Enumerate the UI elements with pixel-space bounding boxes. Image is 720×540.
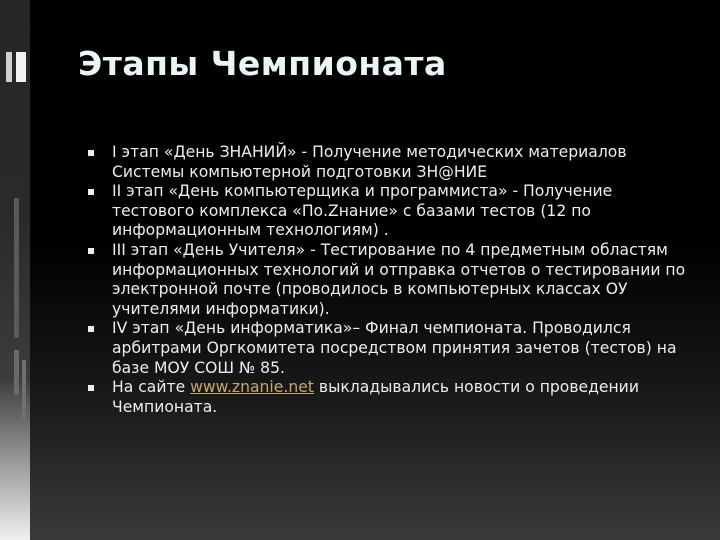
slide-title: Этапы Чемпионата — [78, 44, 447, 83]
decorative-accent-bar — [14, 350, 19, 395]
bullet-list — [88, 143, 688, 417]
square-bullet-icon — [88, 248, 94, 254]
list-item — [88, 241, 688, 319]
bullet-text-after-link: выкладывались новости о проведении Чемпионата. — [112, 378, 639, 416]
list-item — [88, 143, 688, 182]
website-link[interactable]: www.znanie.net — [190, 378, 314, 397]
list-item — [88, 378, 688, 417]
list-item — [88, 319, 688, 378]
decorative-accent-bar — [14, 198, 19, 338]
square-bullet-icon — [88, 385, 94, 391]
decorative-accent-bar — [6, 52, 12, 82]
bullet-text: III этап «День Учителя» - Тестирование по 4 предметным областям информационных технологий и отправка отчетов о тестировании по электронной почте (проводилось в компьютерных классах ОУ учителями информатики). — [112, 240, 686, 318]
square-bullet-icon — [88, 189, 94, 195]
bullet-text: II этап «День компьютерщика и программиста» - Получение тестового комплекса «По.Zнание» с базами тестов (12 по информационным технологиям) . — [112, 182, 613, 240]
bullet-text: I этап «День ЗНАНИЙ» - Получение методических материалов Системы компьютерной подготовки ЗН@НИЕ — [112, 143, 627, 181]
square-bullet-icon — [88, 326, 94, 332]
bullet-text-before-link: На сайте — [112, 378, 191, 397]
square-bullet-icon — [88, 150, 94, 156]
bullet-text: IV этап «День информатика»– Финал чемпионата. Проводился арбитрами Оргкомитета посредством принятия зачетов (тестов) на базе МОУ СОШ № 85. — [112, 319, 677, 377]
list-item — [88, 182, 688, 241]
decorative-accent-bar — [22, 360, 26, 420]
decorative-accent-bar — [16, 52, 26, 82]
